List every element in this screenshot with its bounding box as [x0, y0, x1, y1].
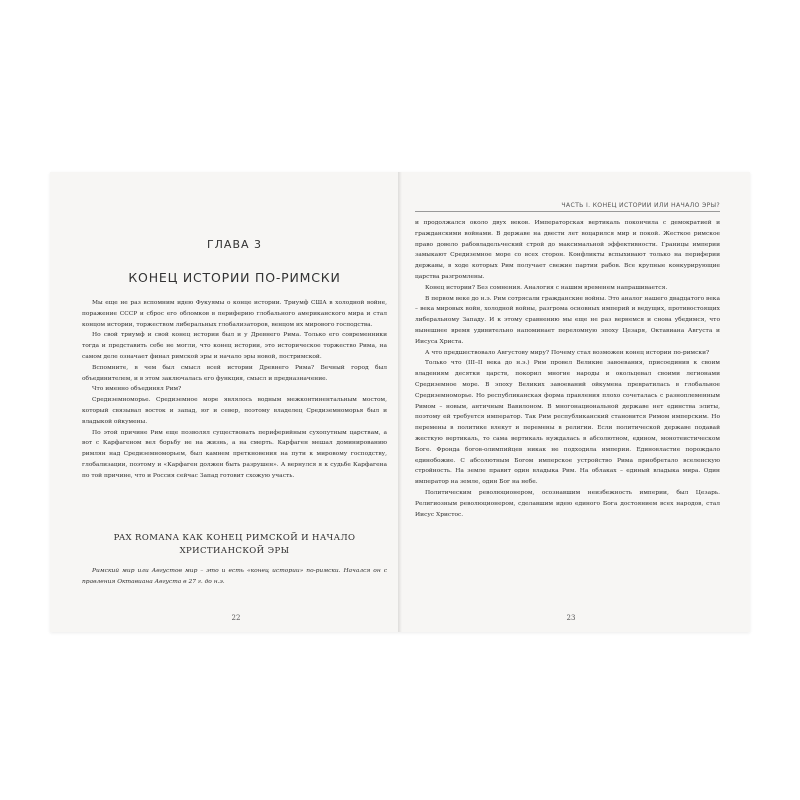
- page-number-right: 23: [566, 614, 576, 622]
- page-number-left: 22: [231, 614, 241, 622]
- right-page-body: [415, 218, 720, 520]
- paragraph: Политическим революционером, осознавшим неизбежность империи, был Цезарь. Религиозным революционером, сделавшим идею единого Бога достоянием всех народов, стал Иисус Христос.: [415, 489, 720, 518]
- chapter-label: ГЛАВА 3: [206, 238, 263, 251]
- running-head: ЧАСТЬ I. КОНЕЦ ИСТОРИИ ИЛИ НАЧАЛО ЭРЫ?: [415, 202, 720, 212]
- paragraph: и продолжался около двух веков. Императорская вертикаль покончила с демократией и гражданскими войнами. В державе на двести лет воцарился мир и покой. Жесткое римское право довело рабовладельческий строй до максимальной эффективности. Границы империи замыкают Средиземное море со всех сторон. Конфликты вспыхивают только на периферии державы, в ходе которых Рим получает свежие партии рабов. Все крупные конкурирующие царства разгромлены.: [415, 220, 720, 280]
- paragraph: Что именно объединял Рим?: [92, 386, 182, 393]
- left-page-body: [82, 298, 387, 482]
- paragraph: Вспомните, в чем был смысл всей истории Древнего Рима? Вечный город был объединителем, и в этом заключалась его функция, смысл и предназначение.: [82, 364, 387, 382]
- paragraph: Средиземноморье. Средиземное море являлось водным межконтинентальным мостом, который связывал восток и запад, юг и север, поэтому владелец Средиземноморья был и владыкой ойкумены.: [82, 397, 387, 425]
- paragraph: Мы еще не раз вспомним идею Фукуямы о конце истории. Триумф США в холодной войне, поражение СССР и сброс его обломков в периферию глобального американского мира и стал концом истории, торжеством либеральных глобализаторов, венцом их мирового господства.: [82, 300, 387, 328]
- paragraph: Только что (III–II века до н.э.) Рим провел Великие завоевания, присоединив к своим владениям десятки царств, покорил многие народы и окольцевал своими легионами Средиземное море. В эпоху Великих завоеваний ойкумена превратилась в глобальное Средиземноморье. Но республиканская форма правления плохо сочеталась с разноплеменным Римом – новым, античным Вавилоном. В многонациональной державе нет единства элиты, поэтому ей требуется император. Так Рим республиканский становится Римом имперским. Но перемены в политике влекут и перемены в религии. Если политической державе подавай жесткую вертикаль, то сама вертикаль нуждалась в абсолютном, едином, монотеистическом Боге. Фронда богов-олимпийцев никак не подходила империи. Единовластие порождало единобожие. С абсолютным Богом имперское устройство Рима приобретало вселенскую стройность. На земле правит один владыка Рим. На облаках – единый владыка мира. Один император на земле, один Бог на небе.: [415, 360, 720, 486]
- paragraph: Римский мир или Августов мир – это и есть «конец истории» по-римски. Начался он с правления Октавиана Августа в 27 г. до н.э.: [82, 568, 387, 585]
- paragraph: По этой причине Рим еще позволял существовать периферийным сухопутным царствам, а вот с Карфагеном вел борьбу не на жизнь, а на смерть. Карфаген мешал доминированию римлян над Средиземноморьем, был камнем преткновения на пути к мировому господству, глобализации, поэтому и «Карфаген должен быть разрушен». А вернулся я к судьбе Карфагена по той причине, что и Россия сейчас Запад готовит схожую участь.: [82, 429, 387, 479]
- paragraph: В первом веке до н.э. Рим сотрясали гражданские войны. Это аналог нашего двадцатого века – века мировых войн, холодной войны, разгрома основных империй и ведущих, противостоящих либеральному Западу. И к этому сравнению мы еще не раз вернемся и снова убедимся, что нынешнее время удивительно напоминает переломную эпоху Цезаря, Октавиана Августа и Иисуса Христа.: [415, 295, 720, 345]
- book-gutter: [398, 172, 402, 632]
- paragraph: Но свой триумф и свой конец истории был и у Древнего Рима. Только его современники тогда и представить себе не могли, что конец истории, это историческое торжество Рима, на самом деле означает финал римской эры и начало эры новой, постримской.: [82, 332, 387, 360]
- left-page-tail: [82, 566, 387, 588]
- section-heading: PAX ROMANA КАК КОНЕЦ РИМСКОЙ И НАЧАЛО ХРИСТИАНСКОЙ ЭРЫ: [113, 533, 356, 556]
- paragraph: А что предшествовало Августову миру? Почему стал возможен конец истории по-римски?: [425, 349, 710, 356]
- chapter-title: КОНЕЦ ИСТОРИИ ПО-РИМСКИ: [128, 270, 341, 285]
- paragraph: Конец истории? Без сомнения. Аналогия с нашим временем напрашивается.: [425, 284, 668, 291]
